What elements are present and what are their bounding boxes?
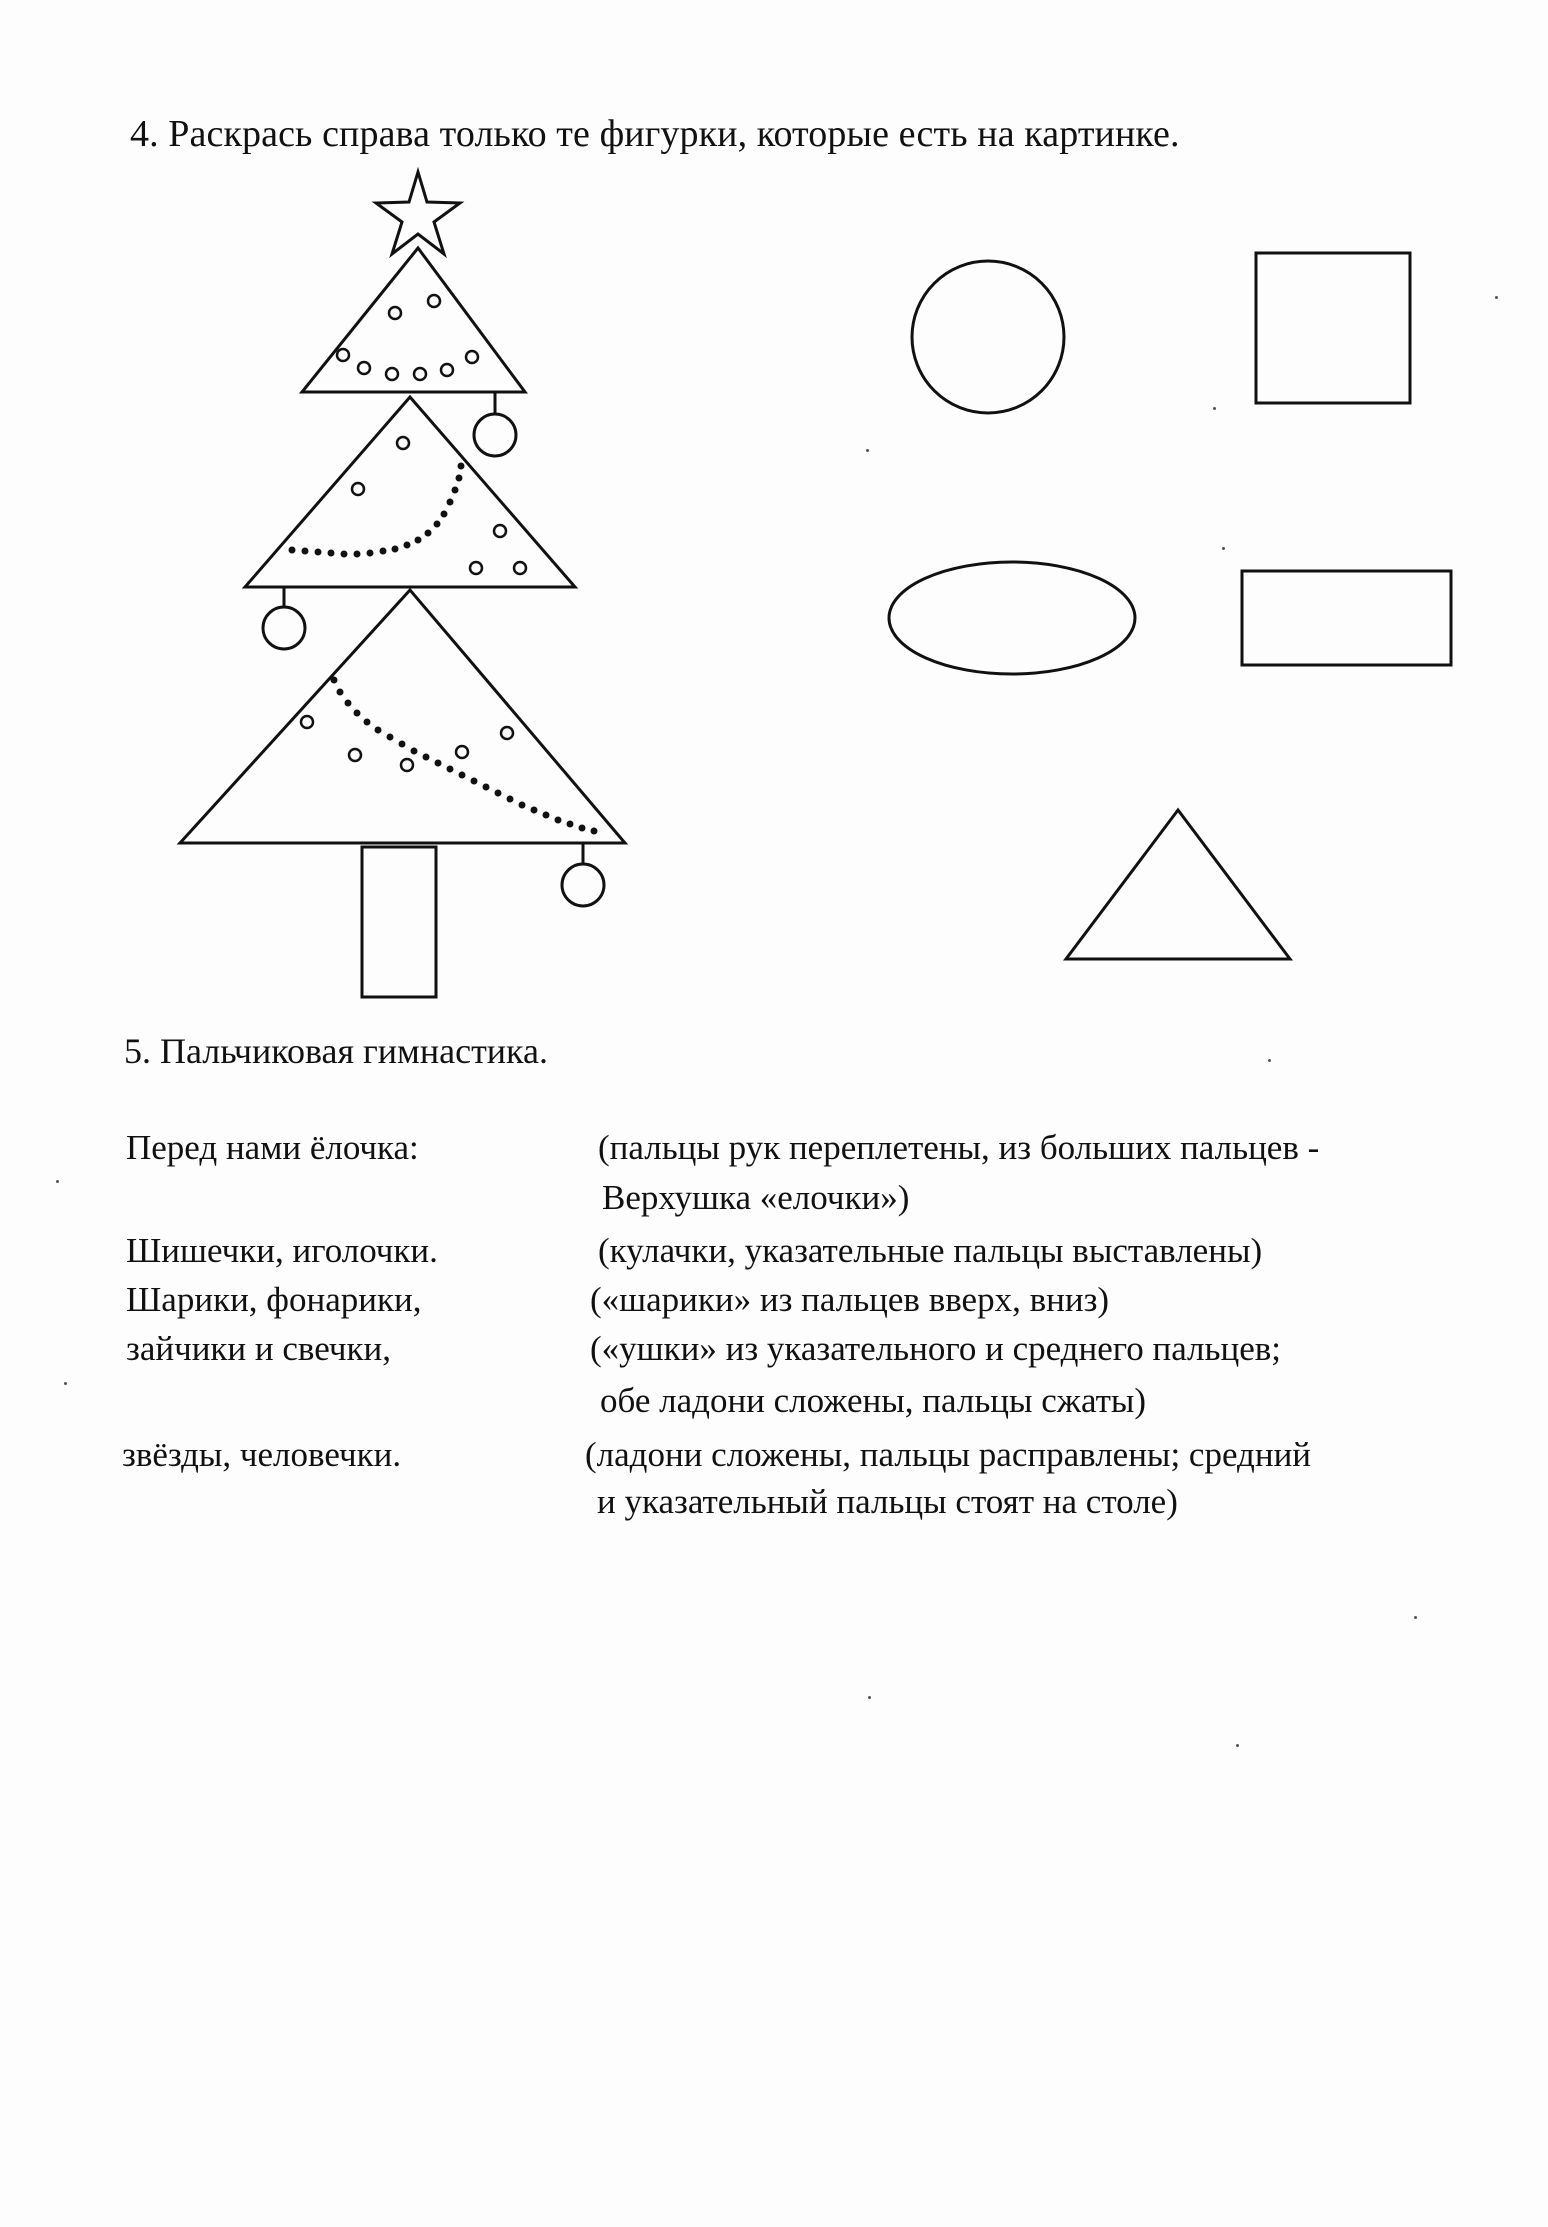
action-line: (пальцы рук переплетены, из больших пальцев - — [598, 1128, 1320, 1167]
scan-speck — [1213, 407, 1216, 410]
scan-speck — [1236, 1744, 1239, 1747]
verse-line: Шишечки, иголочки. — [126, 1231, 438, 1270]
tree-ornaments — [301, 295, 526, 771]
tree-garlands — [289, 463, 598, 835]
verse-line: звёзды, человечки. — [122, 1435, 402, 1474]
christmas-tree-icon — [180, 172, 625, 997]
action-line: (ладони сложены, пальцы расправлены; средний — [585, 1435, 1312, 1474]
tree-top-tier — [302, 248, 525, 392]
scan-speck — [866, 449, 869, 452]
scan-speck — [1414, 1616, 1417, 1619]
action-line: («ушки» из указательного и среднего пальцев; — [590, 1329, 1281, 1368]
task4-title: 4. Раскрась справа только те фигурки, которые есть на картинке. — [130, 113, 1180, 155]
verse-line: Перед нами ёлочка: — [126, 1128, 419, 1167]
tree-middle-tier — [245, 397, 575, 587]
action-line: обе ладони сложены, пальцы сжаты) — [600, 1381, 1147, 1420]
tree-trunk — [362, 847, 436, 997]
action-line: (кулачки, указательные пальцы выставлены) — [598, 1231, 1263, 1270]
shape-triangle[interactable] — [1066, 810, 1290, 959]
scan-speck — [64, 1382, 67, 1385]
scan-speck — [56, 1180, 59, 1183]
action-line: и указательный пальцы стоят на столе) — [597, 1482, 1178, 1521]
verse-line: Шарики, фонарики, — [126, 1280, 422, 1319]
verse-line: зайчики и свечки, — [126, 1329, 391, 1368]
tree-star — [376, 172, 460, 254]
scan-speck — [1222, 547, 1225, 550]
shape-ellipse[interactable] — [889, 562, 1135, 674]
scan-speck — [1268, 1059, 1271, 1062]
action-line: («шарики» из пальцев вверх, вниз) — [590, 1280, 1110, 1319]
task4-drawing — [0, 0, 1548, 1010]
scan-speck — [868, 1696, 871, 1699]
action-line: Верхушка «елочки») — [602, 1178, 910, 1217]
scan-speck — [1495, 296, 1498, 299]
task5-title: 5. Пальчиковая гимнастика. — [124, 1031, 548, 1071]
tree-baubles — [263, 392, 604, 906]
shape-rectangle[interactable] — [1242, 571, 1451, 665]
shape-square[interactable] — [1256, 253, 1410, 403]
tree-bottom-tier — [180, 590, 625, 843]
shape-circle[interactable] — [912, 261, 1064, 413]
